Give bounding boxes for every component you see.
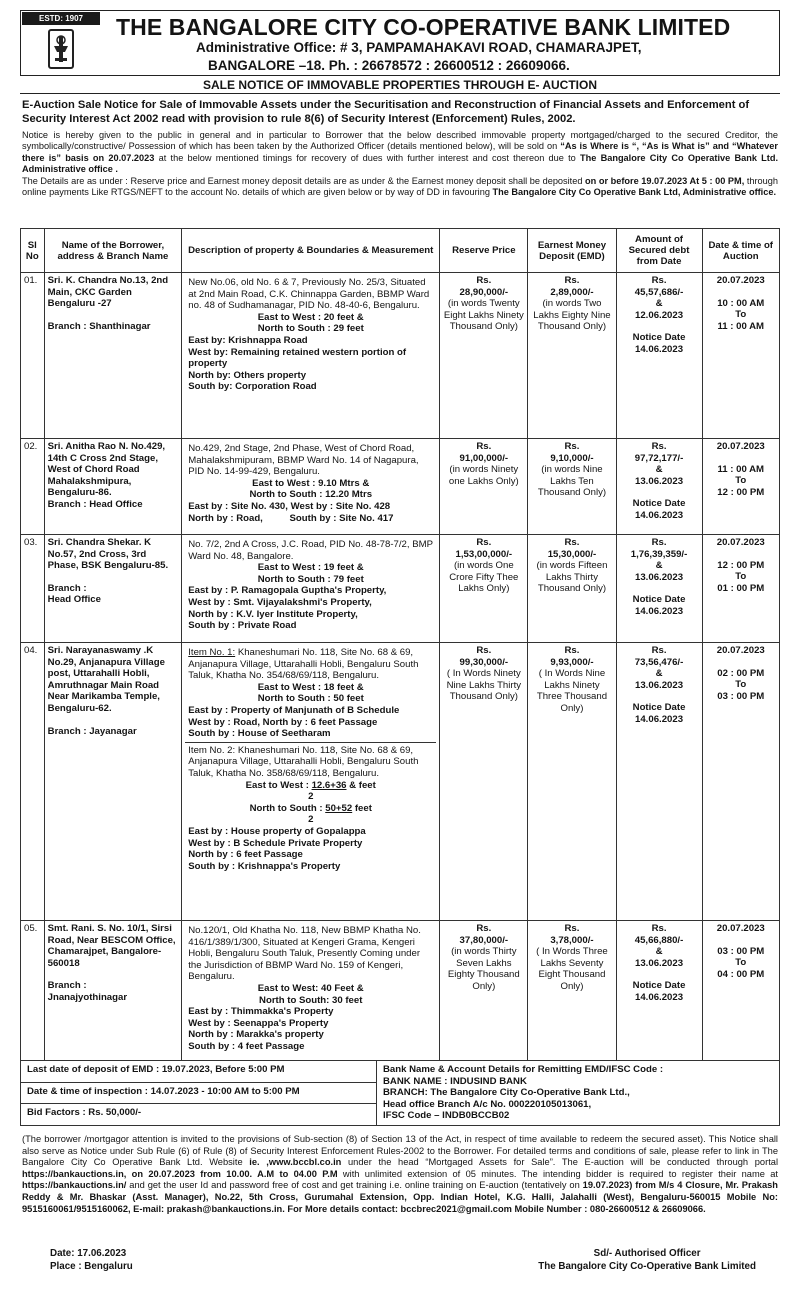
row-sl: 05.	[21, 921, 45, 1061]
time-from: 11 : 00 AM	[717, 463, 765, 475]
row-sl: 02.	[21, 439, 45, 535]
notice-p2a: The Details are as under : Reserve price and Earnest money deposit details are as under & the Earnest money deposit shall be deposited	[22, 175, 586, 186]
auction-date: 20.07.2023	[716, 275, 765, 286]
bid-factors: Bid Factors : Rs. 50,000/-	[21, 1104, 377, 1126]
eauction-title: E-Auction Sale Notice for Sale of Immovable Assets under the Securitisation and Reconstruction of Financial Assets and Enforcement of Security Interest Act 2002 read with provision to rule 8(6) of Security Interest (Enforcement) Rules, 2002.	[22, 99, 750, 125]
amount-rs: Rs.	[651, 537, 667, 548]
item2-ew-suffix: & feet	[346, 779, 376, 791]
time-to-label: To	[735, 571, 747, 583]
amount-value: 73,56,476/-	[634, 656, 684, 668]
notice-date-label: Notice Date	[632, 332, 686, 344]
amount-date: 13.06.2023	[635, 475, 684, 487]
row-emd	[528, 273, 616, 439]
header-emd: Earnest Money Deposit (EMD)	[528, 229, 616, 273]
item2-label: Item No. 2:	[188, 744, 236, 756]
time-to: 01 : 00 PM	[717, 582, 765, 594]
item-1-block	[185, 645, 436, 742]
row-emd	[528, 535, 616, 643]
row-reserve	[440, 439, 528, 535]
address-line-1: Administrative Office: # 3, PAMPAMAHAKAVI ROAD, CHAMARAJPET,	[196, 40, 642, 55]
emd-words: (in words Fifteen Lakhs Thirty Thousand Only)	[536, 560, 608, 595]
desc-east: East by : Thimmakka's Property	[188, 1006, 334, 1018]
auction-notice-page	[20, 10, 780, 1280]
emd-rs: Rs.	[564, 645, 580, 656]
amount-value: 1,76,39,359/-	[630, 548, 688, 560]
amount-value: 45,57,686/-	[634, 286, 684, 298]
emd-words: ( In Words Nine Lakhs Ninety Three Thousand Only)	[536, 668, 608, 714]
row-auction-time	[702, 643, 779, 921]
amount-date: 13.06.2023	[635, 957, 684, 969]
row-auction-time	[702, 273, 779, 439]
terms-g: and get the user Id and password free of cost and get training i.e. online training on E-auction (tentatively on	[126, 1180, 583, 1191]
amount-date: 12.06.2023	[635, 309, 684, 321]
amount-rs: Rs.	[651, 275, 667, 286]
row-borrower	[44, 921, 182, 1061]
desc-ns: North to South : 29 feet	[257, 323, 364, 335]
desc-ns: North to South : 12.20 Mtrs	[249, 489, 373, 501]
desc-text: No.429, 2nd Stage, 2nd Phase, West of Chord Road, Mahalakshmipuram, BBMP Ward No. 14 of Nagapura, PID No. 14-99-429, Bengaluru.	[188, 443, 419, 478]
table-row	[21, 273, 780, 439]
inspection-date: Date & time of inspection : 14.07.2023 - 10:00 AM to 5:00 PM	[21, 1082, 377, 1104]
reserve-rs: Rs.	[476, 537, 492, 548]
emblem-icon	[52, 34, 70, 64]
notice-p1d: The Bangalore City Co Operative Bank Ltd. Administrative office .	[22, 152, 778, 175]
desc-east-west: East by : Site No. 430, West by : Site No. 428	[188, 500, 391, 512]
auction-date: 20.07.2023	[716, 645, 765, 656]
row-borrower	[44, 643, 182, 921]
reserve-amount: 37,80,000/-	[459, 934, 509, 946]
row-amount	[616, 921, 702, 1061]
bank-details-name: BANK NAME : INDUSIND BANK	[383, 1075, 527, 1087]
time-from: 10 : 00 AM	[717, 297, 765, 309]
desc-west: West by: Remaining retained western portion of property	[188, 346, 407, 370]
reserve-words: (in words Twenty Eight Lakhs Ninety Thousand Only)	[443, 298, 524, 333]
reserve-words: (in words Ninety one Lakhs Only)	[448, 464, 519, 487]
bank-header	[20, 10, 780, 76]
borrower-branch: Branch : Jayanagar	[47, 725, 137, 737]
header-description: Description of property & Boundaries & Measurement	[182, 229, 440, 273]
borrower-branch: Branch : Shanthinagar	[47, 320, 151, 332]
reserve-amount: 28,90,000/-	[459, 286, 509, 298]
emd-amount: 2,89,000/-	[550, 286, 594, 298]
item2-ns-fraction: 50+52	[325, 802, 353, 814]
item1-east: East by : Property of Manjunath of B Schedule	[188, 704, 400, 716]
borrower-name: Sri. K. Chandra No.13, 2nd Main, CKC Garden Bengaluru -27	[47, 275, 169, 310]
row-amount	[616, 643, 702, 921]
time-to-label: To	[735, 309, 747, 321]
desc-south: South by : Private Road	[188, 620, 297, 632]
row-emd	[528, 643, 616, 921]
time-to: 11 : 00 AM	[717, 320, 765, 332]
desc-east: East by: Krishnappa Road	[188, 334, 308, 346]
row-sl: 04.	[21, 643, 45, 921]
reserve-words: (in words One Crore Fifty Thee Lakhs Only)	[449, 560, 519, 595]
row-reserve	[440, 921, 528, 1061]
notice-date-label: Notice Date	[632, 594, 686, 606]
item2-text: Khaneshumari No. 118, Site No. 68 & 69, Anjanapura Village, Uttarahalli Hobli, Bengaluru South Taluk, Khatha No. 358/68/69/118, Bengaluru.	[188, 744, 419, 779]
sale-notice-heading: SALE NOTICE OF IMMOVABLE PROPERTIES THROUGH E- AUCTION	[20, 78, 780, 94]
item2-east: East by : House property of Gopalappa	[188, 825, 366, 837]
item1-text: Khaneshumari No. 118, Site No. 68 & 69, Anjanapura Village, Uttarahalli Hobli, Bengaluru South Taluk, Khatha No. 354/68/69/118, Bengaluru.	[188, 647, 419, 682]
desc-south: South by: Corporation Road	[188, 381, 317, 393]
amount-date: 13.06.2023	[635, 679, 684, 691]
time-from: 03 : 00 PM	[717, 945, 765, 957]
header-date-time: Date & time of Auction	[702, 229, 779, 273]
borrower-branch-label: Branch :	[47, 582, 87, 594]
reserve-rs: Rs.	[476, 441, 492, 452]
amount-rs: Rs.	[651, 923, 667, 934]
auction-date: 20.07.2023	[716, 923, 765, 934]
address-line-2: BANGALORE –18. Ph. : 26678572 : 26600512 : 26609066.	[208, 58, 570, 73]
time-to: 12 : 00 PM	[717, 486, 765, 498]
row-reserve	[440, 643, 528, 921]
emd-rs: Rs.	[564, 441, 580, 452]
desc-text: New No.06, old No. 6 & 7, Previously No. 25/3, Situated at 2nd Main Road, C.K. Chinnappa Garden, BBMP Ward no. 48 of Sudhamanagar, PID No. 48-40-6, Bengaluru.	[188, 277, 430, 312]
table-row	[21, 643, 780, 921]
amount-rs: Rs.	[651, 645, 667, 656]
amount-and: &	[655, 298, 663, 310]
amount-and: &	[655, 668, 663, 680]
emd-rs: Rs.	[564, 923, 580, 934]
terms-a: (The borrower /mortgagor attention is invited to the provisions of Sub-section (8) of Section 13 of the Act, in respect of time available to redeem the secured asset). This Notice shall also serve as Notice under Sub Rule (6) of Rule (8) of Security Interest Enforcement Rules-2002 to the Borrower. For detailed terms and conditions of sale, please refer to link in The Bangalore City Co Operative Bank Ltd. Website	[22, 1134, 778, 1168]
notice-date: 14.06.2023	[635, 509, 684, 521]
bank-name: THE BANGALORE CITY CO-OPERATIVE BANK LIMITED	[116, 14, 731, 40]
notice-p1c: at the below mentioned timings for recovery of dues with further interest and cost thereon due to	[154, 152, 581, 163]
reserve-amount: 99,30,000/-	[459, 656, 509, 668]
row-auction-time	[702, 921, 779, 1061]
desc-ns: North to South : 79 feet	[257, 573, 364, 585]
borrower-name: Smt. Rani. S. No. 10/1, Sirsi Road, Near BESCOM Office, Chamarajpet, Bangalore-560018	[47, 923, 176, 969]
desc-text: No. 7/2, 2nd A Cross, J.C. Road, PID No. 48-78-7/2, BMP Ward No. 48, Bangalore.	[188, 539, 433, 562]
desc-ew: East to West : 20 feet &	[257, 311, 364, 323]
table-row	[21, 535, 780, 643]
reserve-words: ( In Words Ninety Nine Lakhs Thirty Thousand Only)	[446, 668, 522, 703]
emd-words: ( In Words Three Lakhs Seventy Eight Thousand Only)	[536, 946, 608, 992]
emd-words: (in words Two Lakhs Eighty Nine Thousand Only)	[533, 298, 611, 333]
amount-and: &	[655, 946, 663, 958]
emd-words: (in words Nine Lakhs Ten Thousand Only)	[537, 464, 607, 499]
borrower-branch: Head Office	[47, 594, 101, 606]
desc-ew: East to West : 19 feet &	[257, 562, 364, 574]
terms-c: under the head “Mortgaged Assets for Sale”. The E-auction will be conducted through portal	[341, 1157, 779, 1168]
reserve-words: (in words Thirty Seven Lakhs Eighty Thousand Only)	[447, 946, 520, 992]
row-emd	[528, 921, 616, 1061]
table-row	[21, 439, 780, 535]
property-table	[20, 228, 780, 1061]
notice-date: 14.06.2023	[635, 343, 684, 355]
bank-details-account: Head office Branch A/c No. 000220105013061,	[383, 1098, 592, 1110]
reserve-rs: Rs.	[476, 275, 492, 286]
desc-ns: North to South: 30 feet	[259, 994, 363, 1006]
signature-officer: Sd/- Authorised Officer	[593, 1248, 701, 1259]
emd-rs: Rs.	[564, 275, 580, 286]
desc-ew: East to West : 9.10 Mtrs &	[252, 477, 370, 489]
borrower-name: Sri. Narayanaswamy .K No.29, Anjanapura Village post, Uttarahalli Hobli, Amruthnagar Main Road Near Marikamba Temple, Bengaluru-62.	[47, 645, 165, 714]
row-description	[182, 921, 440, 1061]
notice-date-label: Notice Date	[632, 702, 686, 714]
row-amount	[616, 535, 702, 643]
item1-ns: North to South : 50 feet	[257, 693, 364, 705]
notice-text	[22, 130, 778, 198]
item2-ns-label: North to South :	[249, 802, 326, 814]
desc-north-south: North by : Road, South by : Site No. 417	[188, 512, 394, 524]
item2-ns-denominator: 2	[308, 814, 314, 826]
header-reserve-price: Reserve Price	[440, 229, 528, 273]
bank-details-title: Bank Name & Account Details for Remitting EMD/IFSC Code :	[383, 1064, 664, 1075]
time-to-label: To	[735, 679, 747, 691]
row-description	[182, 273, 440, 439]
footer-place: Place : Bengaluru	[50, 1261, 133, 1272]
desc-north: North by: Others property	[188, 369, 307, 381]
estd-badge: ESTD: 1907	[22, 12, 100, 25]
amount-and: &	[655, 464, 663, 476]
emd-amount: 9,93,000/-	[550, 656, 594, 668]
amount-value: 45,66,880/-	[634, 934, 684, 946]
reserve-rs: Rs.	[476, 923, 492, 934]
row-auction-time	[702, 439, 779, 535]
reserve-amount: 91,00,000/-	[459, 452, 509, 464]
terms-note	[22, 1134, 778, 1215]
desc-north: North by : Marakka's property	[188, 1029, 324, 1041]
notice-p2c: through online payments Like RTGS/NEFT to the account No. details of which are given below or by way of DD in favouring	[22, 175, 778, 198]
auction-date: 20.07.2023	[716, 441, 765, 452]
desc-west: West by : Smt. Vijayalakshmi's Property,	[188, 596, 372, 608]
last-date-emd: Last date of deposit of EMD : 19.07.2023, Before 5:00 PM	[21, 1061, 377, 1083]
item2-north: North by : 6 feet Passage	[188, 849, 303, 861]
item-2-block	[185, 742, 436, 875]
amount-value: 97,72,177/-	[634, 452, 684, 464]
notice-date-label: Notice Date	[632, 980, 686, 992]
desc-west: West by : Seenappa's Property	[188, 1017, 329, 1029]
item1-south: South by : House of Seetharam	[188, 728, 331, 740]
item2-ew-denominator: 2	[308, 791, 314, 803]
reserve-amount: 1,53,00,000/-	[455, 548, 513, 560]
desc-ew: East to West: 40 Feet &	[257, 982, 364, 994]
terms-portal: https://bankauctions.in, on 20.07.2023 from 10.00. A.M to 04.00 P.M	[22, 1168, 338, 1179]
row-sl: 01.	[21, 273, 45, 439]
row-reserve	[440, 273, 528, 439]
auction-date: 20.07.2023	[716, 537, 765, 548]
item1-ew: East to West : 18 feet &	[257, 681, 364, 693]
row-description	[182, 535, 440, 643]
time-to: 04 : 00 PM	[717, 968, 765, 980]
borrower-name: Sri. Chandra Shekar. K No.57, 2nd Cross, 3rd Phase, BSK Bengaluru-85.	[47, 537, 169, 572]
time-to: 03 : 00 PM	[717, 690, 765, 702]
time-to-label: To	[735, 475, 747, 487]
amount-rs: Rs.	[651, 441, 667, 452]
terms-contact: 19.07.2023) from M/s 4 Closure, Mr. Prakash Reddy & Mr. Bhaskar (Asst. Manager), No.22, 5th Cross, Gurumahal Extension, Opp. Indian Hotel, K.G. Halli, Jalahalli (West), Bengaluru-560015 Mobile No: 9515160061/9515160062, E-mail: prakash@bankauctions.in. For More details contact: bccbrec2021@gmail.com Mobile Number : 080-26600512 & 26609066.	[22, 1180, 778, 1214]
bank-details	[377, 1061, 780, 1126]
emd-amount: 9,10,000/-	[550, 452, 594, 464]
item2-west: West by : B Schedule Private Property	[188, 837, 363, 849]
reserve-rs: Rs.	[476, 645, 492, 656]
notice-p1b: “As is Where is “, “As is What is” and “Whatever there is” basis on 20.07.2023	[22, 141, 778, 163]
borrower-branch-label: Branch :	[47, 980, 87, 992]
item2-south: South by : Krishnappa's Property	[188, 860, 341, 872]
item2-ew-label: East to West :	[245, 779, 312, 791]
item1-label: Item No. 1:	[188, 647, 236, 658]
row-borrower	[44, 273, 182, 439]
terms-website: ie. ,www.bccbl.co.in	[249, 1157, 342, 1168]
emd-rs: Rs.	[564, 537, 580, 548]
row-reserve	[440, 535, 528, 643]
borrower-branch: Jnanajyothinagar	[47, 991, 128, 1003]
bank-logo-icon	[48, 29, 74, 69]
terms-e: with unlimited extension of 05 minutes. The intending bidder is required to register their name at	[337, 1168, 778, 1179]
desc-north: North by : K.V. Iyer Institute Property,	[188, 608, 358, 620]
notice-date: 14.06.2023	[635, 605, 684, 617]
row-emd	[528, 439, 616, 535]
notice-date: 14.06.2023	[635, 991, 684, 1003]
footer-signature	[538, 1247, 756, 1273]
emd-amount: 15,30,000/-	[547, 548, 597, 560]
table-header-row	[21, 229, 780, 273]
item2-ew-fraction: 12.6+36	[311, 779, 347, 791]
item1-west-north: West by : Road, North by : 6 feet Passage	[188, 716, 378, 728]
header-borrower: Name of the Borrower, address & Branch Name	[44, 229, 182, 273]
bank-details-branch: BRANCH: The Bangalore City Co-Operative Bank Ltd.,	[383, 1087, 630, 1099]
auction-info-table	[20, 1060, 780, 1126]
terms-register-link: https://bankauctions.in/	[22, 1180, 127, 1191]
notice-p2d: The Bangalore City Co Operative Bank Ltd, Administrative office.	[492, 187, 777, 198]
item2-ns-suffix: feet	[352, 802, 372, 814]
header-amount: Amount of Secured debt from Date	[616, 229, 702, 273]
signature-bank: The Bangalore City Co-Operative Bank Limited	[538, 1261, 756, 1272]
amount-date: 13.06.2023	[635, 571, 684, 583]
row-description	[182, 439, 440, 535]
row-borrower	[44, 439, 182, 535]
notice-p1a: Notice is hereby given to the public in general and in particular to Borrower that the below described immovable property mortgaged/charged to the secured Creditor, the symbolically/constructive/ Possession of which has been taken by the Authorized Officer (details mentioned below), will be sold on	[22, 130, 778, 152]
desc-text: No.120/1, Old Khatha No. 118, New BBMP Khatha No. 416/1/389/1/300, Situated at Kengeri Grama, Kengeri Hobli, Bengaluru South Taluk, Presently Coming under the Jurisdiction of BBMP Ward No. 159 of Kengeri, Bengaluru.	[188, 925, 421, 983]
footer-date-place	[50, 1247, 133, 1273]
row-amount	[616, 439, 702, 535]
emd-amount: 3,78,000/-	[550, 934, 594, 946]
time-from: 02 : 00 PM	[717, 667, 765, 679]
notice-date-label: Notice Date	[632, 498, 686, 510]
row-borrower	[44, 535, 182, 643]
borrower-branch: Branch : Head Office	[47, 498, 143, 510]
time-from: 12 : 00 PM	[717, 559, 765, 571]
row-auction-time	[702, 535, 779, 643]
row-description	[182, 643, 440, 921]
time-to-label: To	[735, 957, 747, 969]
borrower-name: Sri. Anitha Rao N. No.429, 14th C Cross 2nd Stage, West of Chord Road Mahalakshmipura, Bengaluru-86.	[47, 441, 166, 499]
bank-details-ifsc: IFSC Code – INDB0BCCB02	[383, 1110, 510, 1122]
footer-date: Date: 17.06.2023	[50, 1248, 127, 1259]
row-sl: 03.	[21, 535, 45, 643]
header-sl: Sl No	[21, 229, 45, 273]
notice-date: 14.06.2023	[635, 713, 684, 725]
notice-p2b: on or before 19.07.2023 At 5 : 00 PM,	[585, 175, 745, 186]
amount-and: &	[655, 560, 663, 572]
table-row	[21, 921, 780, 1061]
row-amount	[616, 273, 702, 439]
desc-east: East by : P. Ramagopala Guptha's Property,	[188, 585, 387, 597]
desc-south: South by : 4 feet Passage	[188, 1040, 305, 1052]
